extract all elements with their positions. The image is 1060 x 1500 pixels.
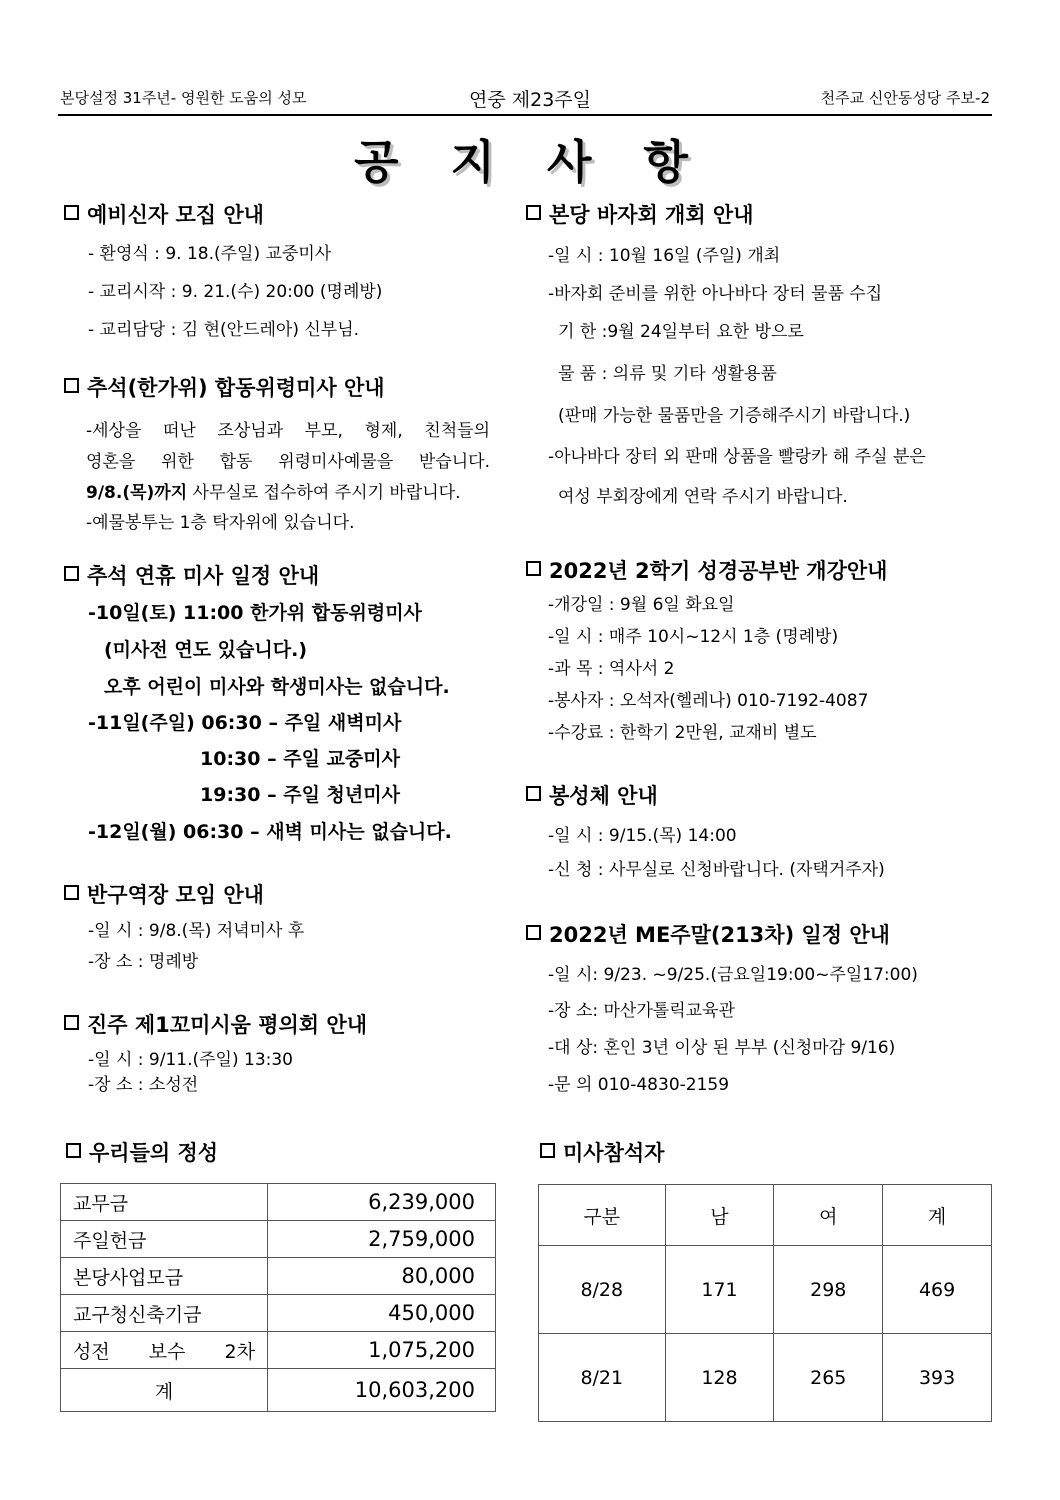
table-cell: 171 <box>665 1246 774 1334</box>
table-row <box>539 1246 992 1334</box>
section-heading: 추석 연휴 미사 일정 안내 <box>87 564 320 588</box>
table-cell: 265 <box>774 1334 883 1422</box>
section-heading: 미사참석자 <box>563 1141 665 1165</box>
offering-value: 2,759,000 <box>268 1221 496 1258</box>
memorial-line-rest: 사무실로 접수하여 주시기 바랍니다. <box>187 483 461 503</box>
table-cell: 393 <box>883 1334 992 1422</box>
catechumen-line: - 교리담당 : 김 현(안드레아) 신부님. <box>88 320 360 340</box>
checkbox-icon <box>526 561 541 576</box>
table-row <box>61 1295 496 1332</box>
header-left: 본당설정 31주년- 영원한 도움의 성모 <box>60 89 307 107</box>
section-jinju <box>64 1009 367 1039</box>
table-row <box>61 1332 496 1369</box>
checkbox-icon <box>64 378 79 393</box>
bazaar-line: 여성 부회장에게 연락 주시기 바랍니다. <box>558 487 848 507</box>
table-cell: 8/28 <box>539 1246 666 1334</box>
section-bible <box>526 555 887 585</box>
section-memorial <box>64 372 385 402</box>
checkbox-icon <box>64 885 79 900</box>
table-row <box>61 1184 496 1221</box>
checkbox-icon <box>526 925 541 940</box>
table-header-row <box>539 1185 992 1246</box>
offering-label: 본당사업모금 <box>61 1258 268 1295</box>
memorial-line: -세상을 떠난 조상님과 부모, 형제, 친척들의 <box>86 421 490 441</box>
section-me <box>526 919 890 949</box>
section-heading: 본당 바자회 개회 안내 <box>549 203 754 227</box>
total-value: 10,603,200 <box>268 1369 496 1412</box>
deadline-text: 9/8.(목)까지 <box>86 483 188 503</box>
holiday-line: 오후 어린이 미사와 학생미사는 없습니다. <box>104 676 450 698</box>
section-heading: 봉성체 안내 <box>549 784 658 808</box>
column-header: 여 <box>774 1185 883 1246</box>
bible-line: -수강료 : 한학기 2만원, 교재비 별도 <box>548 723 817 743</box>
offering-label: 교구청신축기금 <box>61 1295 268 1332</box>
total-row <box>61 1369 496 1412</box>
offering-value: 1,075,200 <box>268 1332 496 1369</box>
header-rule <box>58 114 992 116</box>
section-attendance <box>540 1137 664 1167</box>
checkbox-icon <box>66 1143 81 1158</box>
checkbox-icon <box>64 205 79 220</box>
offering-value: 80,000 <box>268 1258 496 1295</box>
bangu-line: -장 소 : 명례방 <box>88 952 199 972</box>
section-communion <box>526 780 658 810</box>
section-heading: 2022년 ME주말(213차) 일정 안내 <box>549 923 890 947</box>
holiday-line: -10일(토) 11:00 한가위 합동위령미사 <box>88 602 422 624</box>
table-row <box>539 1334 992 1422</box>
bazaar-line: -아나바다 장터 외 판매 상품을 빨랑카 해 주실 분은 <box>548 447 926 467</box>
bazaar-line: (판매 가능한 물품만을 기증해주시기 바랍니다.) <box>558 406 911 426</box>
checkbox-icon <box>526 205 541 220</box>
holiday-line: 10:30 – 주일 교중미사 <box>200 748 400 770</box>
section-heading: 2022년 2학기 성경공부반 개강안내 <box>549 559 888 583</box>
catechumen-line: - 환영식 : 9. 18.(주일) 교중미사 <box>88 244 332 264</box>
section-heading: 진주 제1꼬미시움 평의회 안내 <box>87 1013 367 1037</box>
section-bazaar <box>526 199 754 229</box>
catechumen-line: - 교리시작 : 9. 21.(수) 20:00 (명례방) <box>88 282 383 302</box>
holiday-line: -12일(월) 06:30 – 새벽 미사는 없습니다. <box>88 821 452 843</box>
section-heading: 추석(한가위) 합동위령미사 안내 <box>87 376 385 400</box>
holiday-line: 19:30 – 주일 청년미사 <box>200 784 400 806</box>
checkbox-icon <box>64 1015 79 1030</box>
section-heading: 반구역장 모임 안내 <box>87 883 264 907</box>
table-row <box>61 1221 496 1258</box>
page-title: 공 지 사 항 <box>354 135 706 189</box>
bazaar-line: -바자회 준비를 위한 아나바다 장터 물품 수집 <box>548 284 883 304</box>
communion-line: -신 청 : 사무실로 신청바랍니다. (자택거주자) <box>548 860 885 880</box>
bangu-line: -일 시 : 9/8.(목) 저녁미사 후 <box>88 921 305 941</box>
me-line: -문 의 010-4830-2159 <box>548 1075 730 1095</box>
me-line: -대 상: 혼인 3년 이상 된 부부 (신청마감 9/16) <box>548 1038 896 1058</box>
section-catechumen <box>64 199 264 229</box>
checkbox-icon <box>526 786 541 801</box>
attendance-table <box>538 1184 992 1422</box>
table-cell: 469 <box>883 1246 992 1334</box>
bible-line: -과 목 : 역사서 2 <box>548 659 675 679</box>
offering-value: 450,000 <box>268 1295 496 1332</box>
column-header: 계 <box>883 1185 992 1246</box>
section-bangu <box>64 879 264 909</box>
bazaar-line: 기 한 :9월 24일부터 요한 방으로 <box>558 322 804 342</box>
section-offerings <box>66 1137 218 1167</box>
header-right: 천주교 신안동성당 주보-2 <box>820 89 990 107</box>
column-header: 남 <box>665 1185 774 1246</box>
offering-label: 성전 보수 2차 <box>61 1332 268 1369</box>
jinju-line: -장 소 : 소성전 <box>88 1075 199 1095</box>
jinju-line: -일 시 : 9/11.(주일) 13:30 <box>88 1050 293 1070</box>
checkbox-icon <box>540 1143 555 1158</box>
memorial-line <box>86 478 461 503</box>
offering-value: 6,239,000 <box>268 1184 496 1221</box>
section-holiday <box>64 560 319 590</box>
table-cell: 8/21 <box>539 1334 666 1422</box>
holiday-line: (미사전 연도 있습니다.) <box>104 639 308 661</box>
me-line: -장 소: 마산가톨릭교육관 <box>548 1001 735 1021</box>
bible-line: -일 시 : 매주 10시~12시 1층 (명례방) <box>548 627 839 647</box>
table-row <box>61 1258 496 1295</box>
communion-line: -일 시 : 9/15.(목) 14:00 <box>548 826 737 846</box>
holiday-line: -11일(주일) 06:30 – 주일 새벽미사 <box>88 712 402 734</box>
section-heading: 예비신자 모집 안내 <box>87 203 264 227</box>
bazaar-line: -일 시 : 10월 16일 (주일) 개최 <box>548 246 781 266</box>
me-line: -일 시: 9/23. ~9/25.(금요일19:00~주일17:00) <box>548 965 918 985</box>
table-cell: 128 <box>665 1334 774 1422</box>
table-cell: 298 <box>774 1246 883 1334</box>
offering-label: 주일헌금 <box>61 1221 268 1258</box>
section-heading: 우리들의 정성 <box>89 1141 219 1165</box>
offerings-table <box>60 1183 496 1412</box>
memorial-line: -예물봉투는 1층 탁자위에 있습니다. <box>86 513 355 533</box>
bible-line: -개강일 : 9월 6일 화요일 <box>548 595 735 615</box>
header-center: 연중 제23주일 <box>469 89 591 111</box>
bazaar-line: 물 품 : 의류 및 기타 생활용품 <box>558 364 777 384</box>
offering-label: 교무금 <box>61 1184 268 1221</box>
column-header: 구분 <box>539 1185 666 1246</box>
total-label: 계 <box>61 1369 268 1412</box>
memorial-line: 영혼을 위한 합동 위령미사예물을 받습니다. <box>86 452 490 472</box>
bible-line: -봉사자 : 오석자(헬레나) 010-7192-4087 <box>548 691 869 711</box>
checkbox-icon <box>64 566 79 581</box>
